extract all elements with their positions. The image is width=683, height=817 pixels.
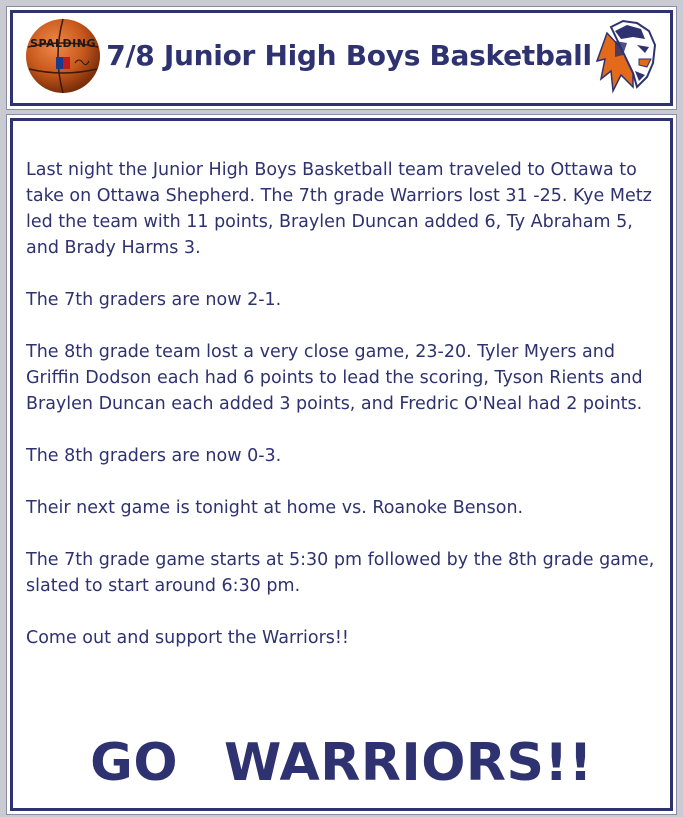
page-title: 7/8 Junior High Boys Basketball xyxy=(106,39,592,72)
paragraph-next-game: Their next game is tonight at home vs. Roanoke Benson. xyxy=(26,498,524,518)
article-body xyxy=(26,157,660,677)
paragraph-support: Come out and support the Warriors!! xyxy=(26,628,349,648)
slogan xyxy=(13,733,670,793)
basketball-icon xyxy=(23,17,103,95)
paragraph-8th-grade-recap: The 8th grade team lost a very close game, 23-20. Tyler Myers and Griffin Dodson each had 6 points to lead the scoring, Tyson Rients and Braylen Duncan each added 3 points, and Fredric O'Neal had 2 points. xyxy=(26,342,643,414)
slogan-warriors: WARRIORS!! xyxy=(224,733,593,793)
paragraph-7th-grade-recap: Last night the Junior High Boys Basketball team traveled to Ottawa to take on Ottawa Shepherd. The 7th grade Warriors lost 31 -25. Kye Metz led the team with 11 points, Braylen Duncan added 6, Ty Abraham 5, and Brady Harms 3. xyxy=(26,160,652,258)
spalding-logo-text: SPALDING xyxy=(30,37,96,50)
article-panel xyxy=(10,118,673,811)
slogan-go: GO xyxy=(90,733,179,793)
paragraph-7th-grade-record: The 7th graders are now 2-1. xyxy=(26,290,282,310)
paragraph-8th-grade-record: The 8th graders are now 0-3. xyxy=(26,446,282,466)
warrior-chief-icon xyxy=(593,17,665,97)
header-banner xyxy=(10,10,673,106)
paragraph-game-times: The 7th grade game starts at 5:30 pm followed by the 8th grade game, slated to start around 6:30 pm. xyxy=(26,550,655,596)
